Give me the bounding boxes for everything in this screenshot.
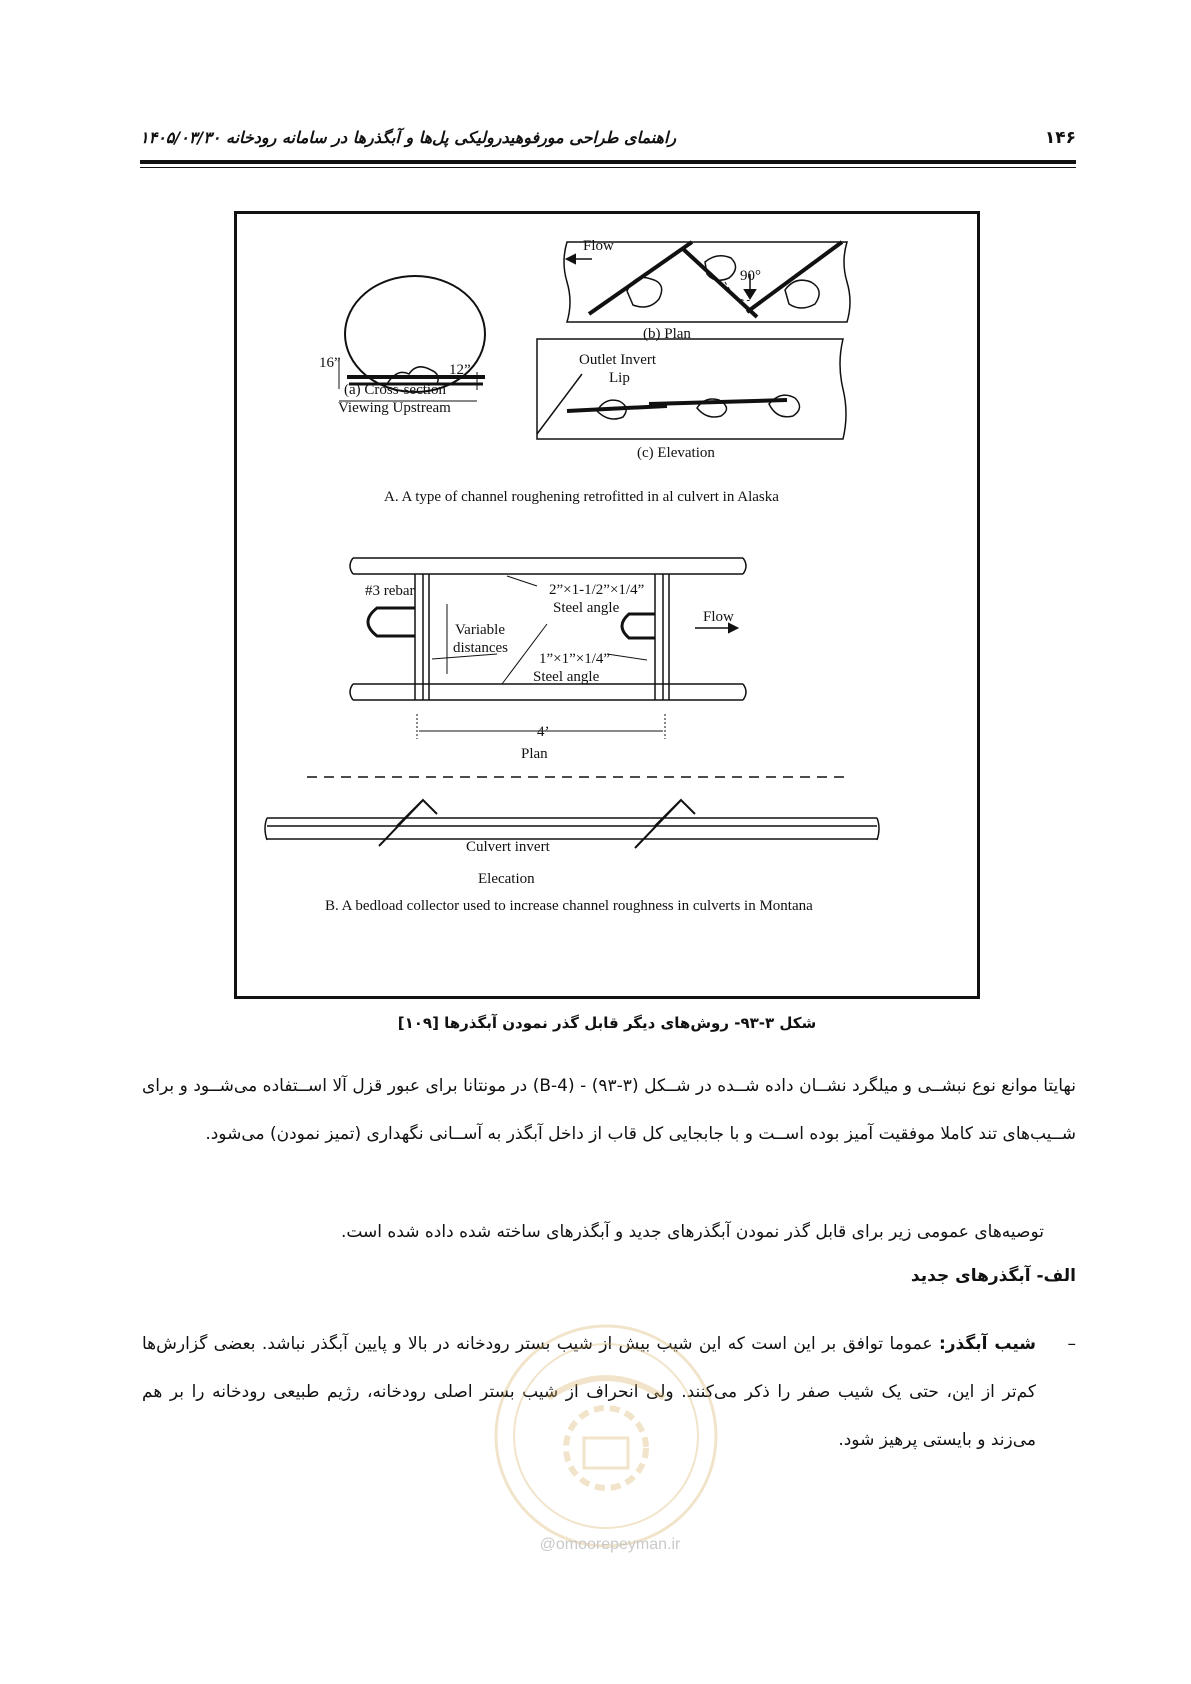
paragraph-1: نهایتا موانع نوع نبشــی و میلگرد نشــان داده شــده در شــکل (۳-۹۳) - (B-4) در مونتانا برای عبور قزل آلا اســتفاده می‌شــود و برای شــیب‌های تند کاملا موفقیت آمیز بوده اســت و با جابجایی کل قاب از داخل آبگذر به آســانی نگهداری (تمیز نمودن) می‌شود.	[142, 1076, 1076, 1144]
steel-angle-small-1: 1”×1”×1/4”	[539, 651, 611, 667]
panel-b-flow-label: Flow	[703, 609, 734, 625]
cross-section-caption-2: Viewing Upstream	[338, 400, 451, 416]
paragraph-2: توصیه‌های عمومی زیر برای قابل گذر نمودن آبگذرهای جدید و آبگذرهای ساخته شده داده شده است.	[340, 1222, 1044, 1242]
bullet-body: عموما توافق بر این است که این شیب بیش از شیب بستر رودخانه در بالا و پایین آبگذر نباشد. بعضی گزارش‌ها کم‌تر از این، حتی یک شیب صفر را ذکر می‌کنند. ولی انحراف از شیب بستر اصلی رودخانه، رژیم طبیعی رودخانه را بر هم می‌زند و بایستی پرهیز شود.	[142, 1334, 1036, 1450]
variable-label-2: distances	[453, 640, 508, 656]
plan-angle-label: 90°	[740, 268, 761, 284]
variable-label-1: Variable	[455, 622, 505, 638]
panel-b-plan-caption: Plan	[521, 746, 548, 762]
page-number: ۱۴۶	[1044, 128, 1076, 148]
elevation-caption: (c) Elevation	[637, 445, 715, 461]
panel-a-title: A. A type of channel roughening retrofitted in al culvert in Alaska	[384, 489, 779, 505]
dim-right-label: 12”	[449, 362, 471, 378]
elevation-label-1: Outlet Invert	[579, 352, 657, 368]
figure-drawing	[237, 214, 977, 996]
watermark-seal-logo	[488, 1318, 724, 1554]
rebar-label: #3 rebar	[365, 583, 415, 599]
section-heading: الف- آبگذرهای جدید	[910, 1266, 1076, 1286]
elevation-label-2: Lip	[609, 370, 630, 386]
panel-b-elevation-caption: Elecation	[478, 871, 535, 887]
steel-angle-large-2: Steel angle	[553, 600, 620, 616]
header-rule-thin	[140, 167, 1076, 168]
panel-b-title: B. A bedload collector used to increase channel roughness in culverts in Montana	[325, 898, 813, 914]
bullet-dash: –	[1067, 1334, 1076, 1354]
dim-4ft-label: 4’	[537, 724, 550, 740]
plan-caption: (b) Plan	[643, 326, 691, 342]
steel-angle-small-2: Steel angle	[533, 669, 600, 685]
cross-section-caption-1: (a) Cross-section	[344, 382, 447, 398]
figure-caption: شکل ۳-۹۳- روش‌های دیگر قابل گذر نمودن آبگذرها [۱۰۹]	[397, 1014, 817, 1032]
watermark-url: @omoorepeyman.ir	[539, 1536, 681, 1553]
plan-flow-label: Flow	[583, 238, 614, 254]
bullet-term: شیب آبگذر:	[938, 1334, 1037, 1354]
steel-angle-large-1: 2”×1-1/2”×1/4”	[549, 582, 645, 598]
header-rule-thick	[140, 160, 1076, 164]
figure-box	[234, 211, 980, 999]
page-header	[140, 118, 1076, 162]
culvert-invert-label: Culvert invert	[466, 839, 550, 855]
dim-left-label: 16”	[319, 355, 341, 371]
running-title: راهنمای طراحی مورفوهیدرولیکی پل‌ها و آبگذرها در سامانه رودخانه ۱۴۰۵/۰۳/۳۰	[140, 128, 677, 147]
